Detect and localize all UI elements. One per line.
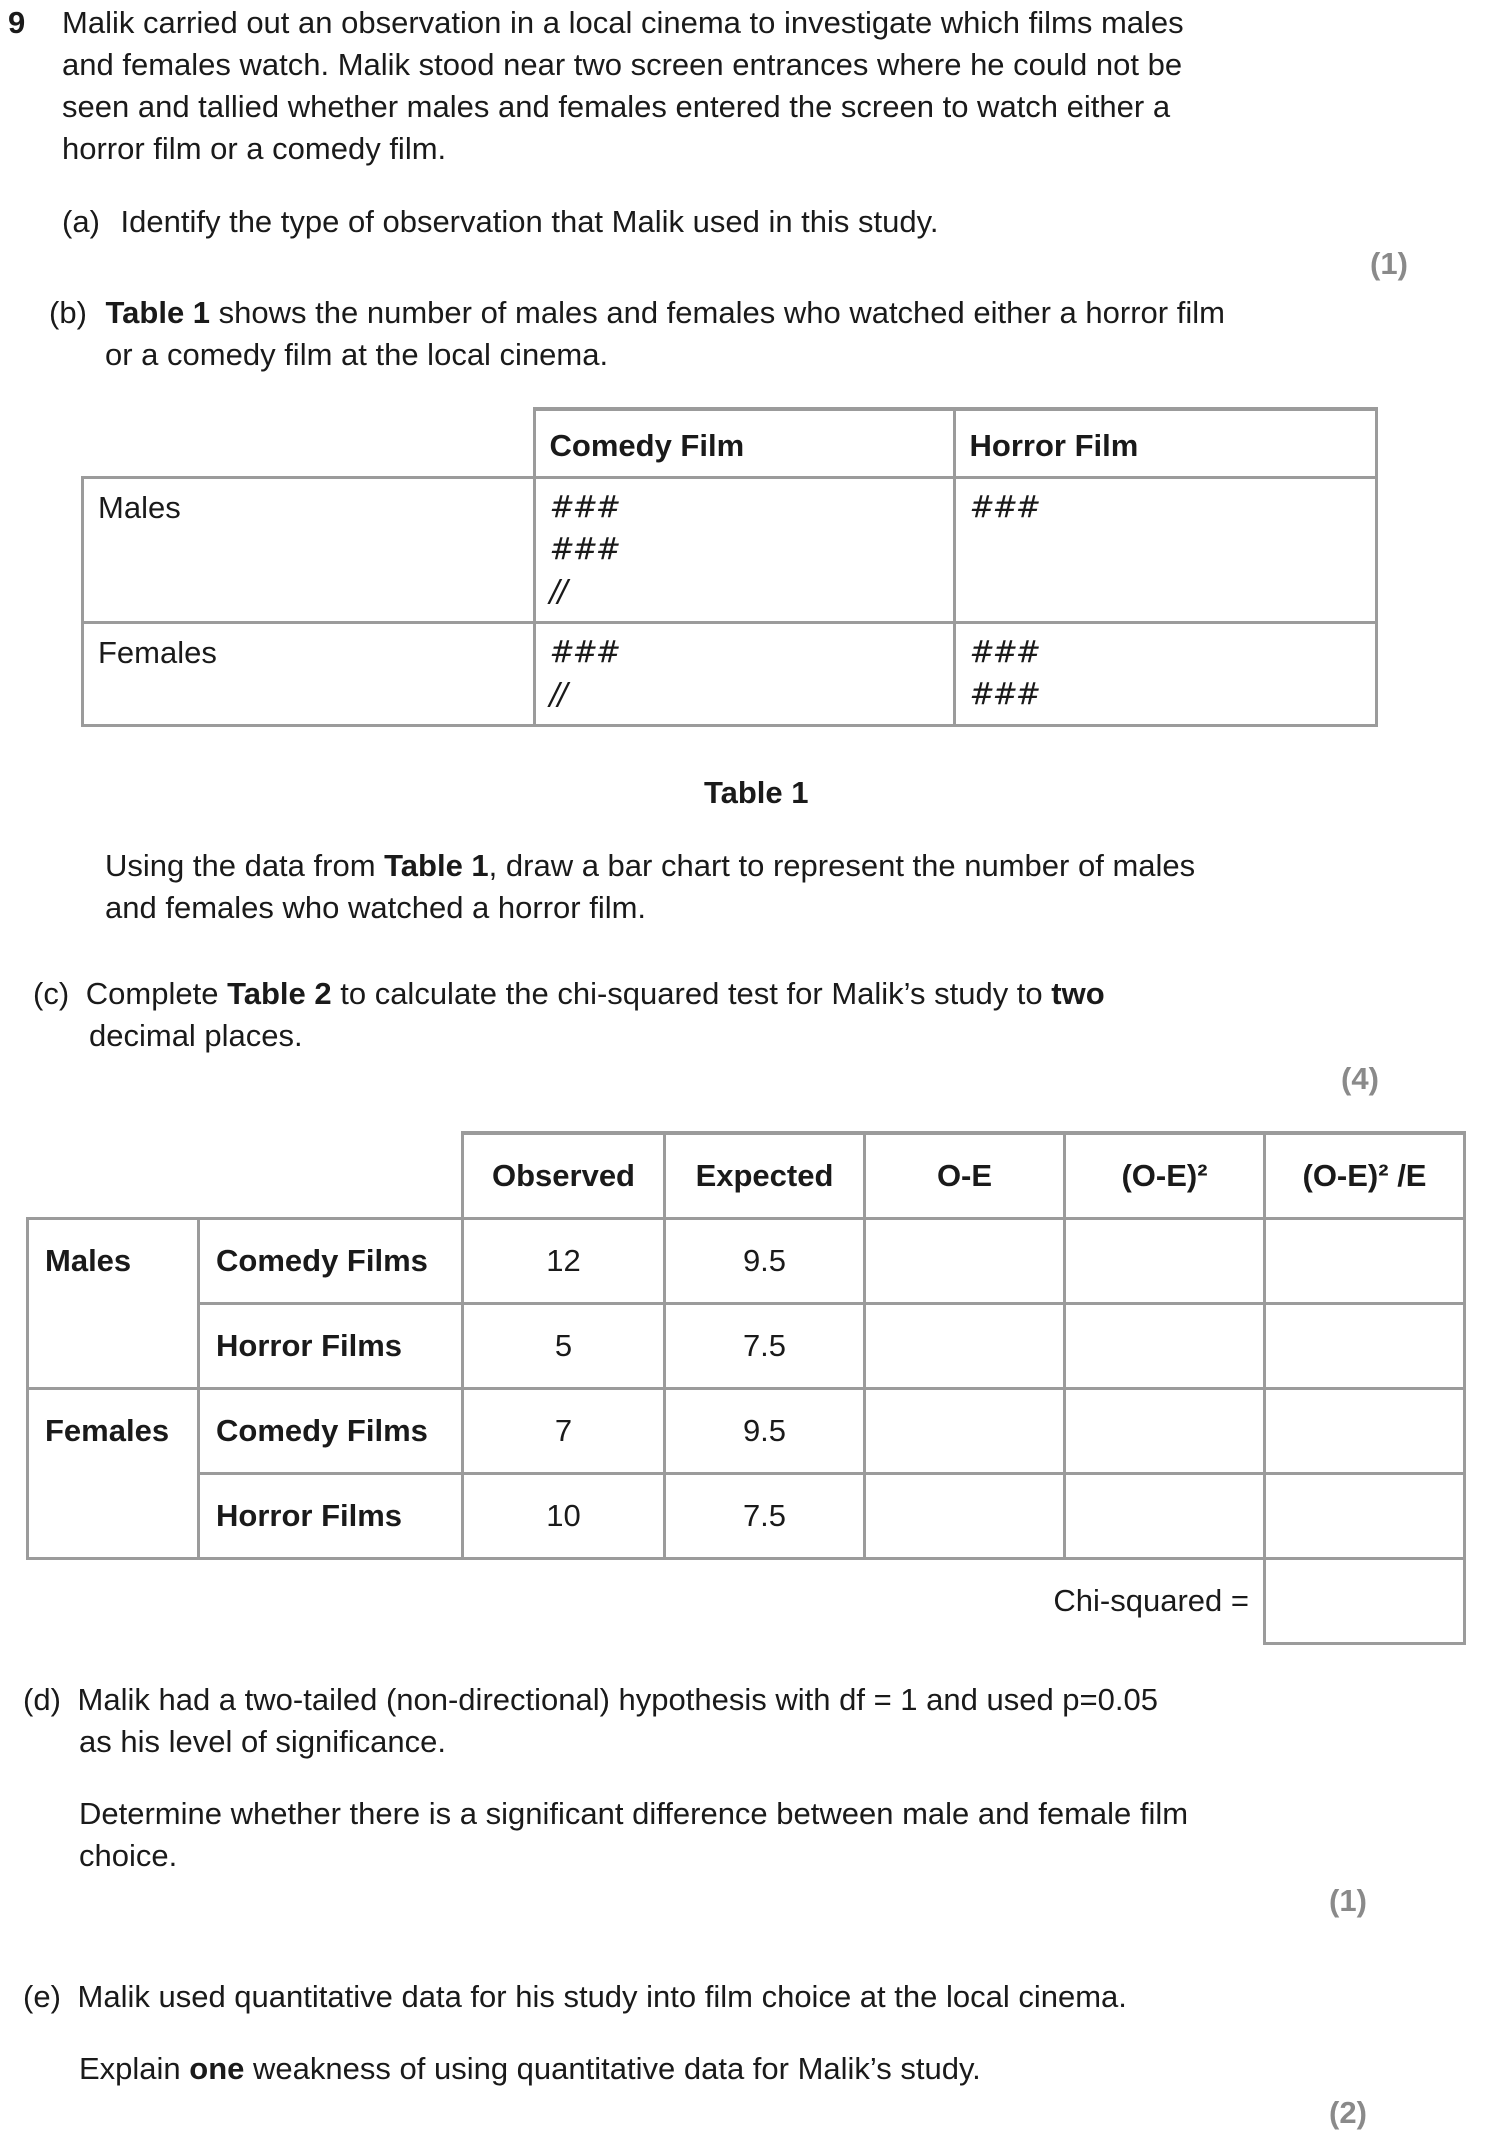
intro-line: Malik carried out an observation in a local cinema to investigate which films males (62, 5, 1184, 40)
table1-header-horror: Horror Film (954, 409, 1376, 477)
table1-caption: Table 1 (704, 775, 809, 810)
part-d-marks: (1) (1329, 1883, 1367, 1918)
expected-value: 9.5 (665, 1218, 865, 1303)
part-e-marks: (2) (1329, 2095, 1367, 2130)
observed-value: 12 (463, 1218, 665, 1303)
part-b-line2: or a comedy film at the local cinema. (105, 337, 609, 372)
part-b-text: shows the number of males and females who watched either a horror film (210, 295, 1225, 330)
table1-cell (954, 622, 1376, 725)
expected-value: 7.5 (665, 1473, 865, 1558)
table1-row-label: Males (83, 477, 535, 622)
table2-header-o-minus-e-squared: (O-E)² (1065, 1133, 1265, 1218)
chi-squared-answer-cell[interactable] (1265, 1558, 1465, 1643)
observed-value: 10 (463, 1473, 665, 1558)
question-intro (62, 2, 1442, 170)
part-a-label: (a) (62, 204, 100, 239)
part-c-line2: decimal places. (89, 1018, 303, 1053)
part-c-text: Complete (85, 976, 228, 1011)
table1-row-label: Females (83, 622, 535, 725)
tally-mark: // (549, 676, 566, 712)
expected-value: 7.5 (665, 1303, 865, 1388)
tally-mark: ### (549, 634, 619, 670)
table1-row (83, 622, 1377, 725)
tally-mark: ### (969, 676, 1039, 712)
tally-mark: ### (549, 531, 619, 567)
part-e-label: (e) (23, 1979, 61, 2014)
o-minus-e-cell[interactable] (865, 1388, 1065, 1473)
table2-header-o-minus-e-squared-over-e: (O-E)² /E (1265, 1133, 1465, 1218)
o-minus-e-cell[interactable] (865, 1303, 1065, 1388)
table-2 (26, 1131, 1466, 1645)
part-e (23, 1976, 1423, 2090)
part-b (49, 292, 1449, 376)
table2-spacer (463, 1558, 665, 1643)
table2-header-observed: Observed (463, 1133, 665, 1218)
table2-header-row (28, 1133, 1465, 1218)
o-minus-e-squared-over-e-cell[interactable] (1265, 1473, 1465, 1558)
table1-row (83, 477, 1377, 622)
o-minus-e-squared-cell[interactable] (1065, 1473, 1265, 1558)
part-d-line3: Determine whether there is a significant difference between male and female film (79, 1796, 1189, 1831)
intro-line: seen and tallied whether males and females entered the screen to watch either a (62, 89, 1171, 124)
table2-film-label: Horror Films (199, 1303, 463, 1388)
part-c-text: to calculate the chi-squared test for Malik’s study to (331, 976, 1052, 1011)
question-number: 9 (8, 5, 26, 40)
part-c (33, 973, 1433, 1057)
part-a (62, 201, 938, 243)
table1-ref: Table 1 (384, 848, 489, 883)
table2-group-females: Females (28, 1388, 199, 1558)
part-e-line1: Malik used quantitative data for his study into film choice at the local cinema. (77, 1979, 1127, 2014)
tally-mark: ### (969, 634, 1039, 670)
part-e-bold: one (189, 2051, 245, 2086)
table1-header-comedy: Comedy Film (534, 409, 954, 477)
o-minus-e-squared-cell[interactable] (1065, 1303, 1265, 1388)
table2-header-expected: Expected (665, 1133, 865, 1218)
chi-squared-row (28, 1558, 1465, 1643)
o-minus-e-squared-over-e-cell[interactable] (1265, 1303, 1465, 1388)
o-minus-e-squared-cell[interactable] (1065, 1218, 1265, 1303)
tally-mark: // (549, 573, 566, 609)
part-d-label: (d) (23, 1682, 61, 1717)
table2-spacer (199, 1558, 463, 1643)
table2-group-males: Males (28, 1218, 199, 1388)
tally-mark: ### (549, 489, 619, 525)
table1-cell (534, 622, 954, 725)
part-b-label: (b) (49, 295, 87, 330)
table-row (28, 1303, 1465, 1388)
observed-value: 5 (463, 1303, 665, 1388)
intro-line: horror film or a comedy film. (62, 131, 447, 166)
o-minus-e-cell[interactable] (865, 1473, 1065, 1558)
table2-spacer (28, 1558, 199, 1643)
part-d-line1: Malik had a two-tailed (non-directional) hypothesis with df = 1 and used p=0.05 (77, 1682, 1158, 1717)
part-b-instruction (105, 845, 1435, 929)
table-row (28, 1388, 1465, 1473)
table2-corner (199, 1133, 463, 1218)
part-d-line2: as his level of significance. (79, 1724, 447, 1759)
expected-value: 9.5 (665, 1388, 865, 1473)
chi-squared-label: Chi-squared = (1053, 1583, 1249, 1619)
o-minus-e-squared-over-e-cell[interactable] (1265, 1218, 1465, 1303)
part-e-text: weakness of using quantitative data for Malik’s study. (244, 2051, 981, 2086)
instruction-line2: and females who watched a horror film. (105, 890, 647, 925)
o-minus-e-squared-cell[interactable] (1065, 1388, 1265, 1473)
table2-header-o-minus-e: O-E (865, 1133, 1065, 1218)
part-a-text: Identify the type of observation that Malik used in this study. (120, 204, 939, 239)
table2-corner (28, 1133, 199, 1218)
part-a-marks: (1) (1370, 246, 1408, 281)
table2-film-label: Comedy Films (199, 1218, 463, 1303)
instruction-text: , draw a bar chart to represent the number of males (488, 848, 1196, 883)
o-minus-e-cell[interactable] (865, 1218, 1065, 1303)
table-row (28, 1218, 1465, 1303)
table1-ref: Table 1 (105, 295, 211, 330)
instruction-text: Using the data from (105, 848, 385, 883)
table1-cell (534, 477, 954, 622)
table1-corner (83, 409, 535, 477)
observed-value: 7 (463, 1388, 665, 1473)
table-row (28, 1473, 1465, 1558)
table2-film-label: Horror Films (199, 1473, 463, 1558)
part-e-text: Explain (79, 2051, 190, 2086)
table2-spacer (665, 1558, 865, 1643)
table2-ref: Table 2 (227, 976, 332, 1011)
table1-cell (954, 477, 1376, 622)
part-c-marks: (4) (1341, 1061, 1379, 1096)
tally-mark: ### (969, 489, 1039, 525)
intro-line: and females watch. Malik stood near two screen entrances where he could not be (62, 47, 1183, 82)
part-c-label: (c) (33, 976, 70, 1011)
part-c-bold: two (1051, 976, 1105, 1011)
table2-film-label: Comedy Films (199, 1388, 463, 1473)
table-1 (81, 407, 1378, 727)
part-d (23, 1679, 1423, 1877)
part-d-line4: choice. (79, 1838, 178, 1873)
o-minus-e-squared-over-e-cell[interactable] (1265, 1388, 1465, 1473)
